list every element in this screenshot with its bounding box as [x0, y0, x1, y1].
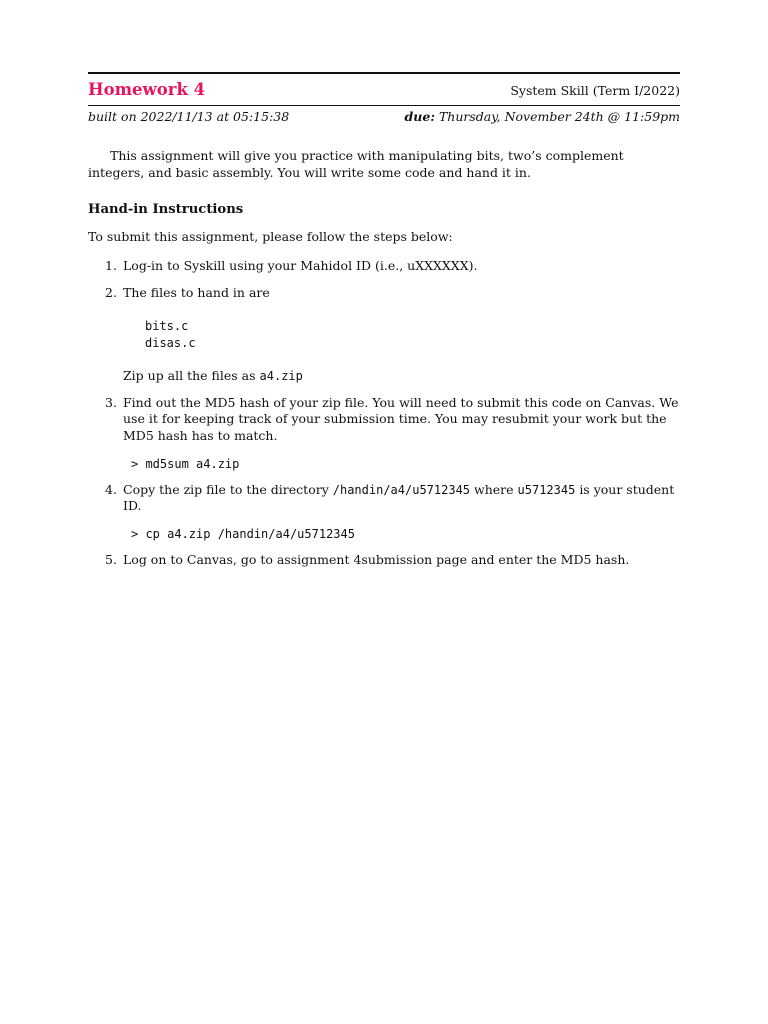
step-4 — [88, 482, 680, 542]
step-text: Log on to Canvas, go to assignment 4submission page and enter the MD5 hash. — [123, 551, 630, 567]
file-name: disas.c — [145, 335, 196, 350]
homework-title: Homework 4 — [88, 80, 206, 99]
handin-heading: Hand-in Instructions — [88, 202, 244, 217]
zip-filename: a4.zip — [259, 369, 303, 384]
handin-steps — [88, 258, 680, 568]
step-number: 2. — [105, 284, 117, 300]
step-number: 4. — [105, 481, 117, 497]
step-text: Find out the MD5 hash of your zip file. You will need to submit this code on Canvas. We use it for keeping track of your submission time. You may resubmit your work but the MD5 hash has to match. — [123, 394, 679, 443]
intro-paragraph: This assignment will give you practice with manipulating bits, two’s complement integers, and basic assembly. You will write some code and hand it in. — [88, 148, 624, 180]
zip-instruction — [123, 368, 680, 385]
handin-lead: To submit this assignment, please follow the steps below: — [88, 229, 453, 244]
copy-command: > cp a4.zip /handin/a4/u5712345 — [131, 526, 355, 541]
step-text-middle: where — [474, 481, 514, 497]
meta-row — [88, 106, 680, 128]
file-list — [145, 318, 680, 351]
due-value: Thursday, November 24th @ 11:59pm — [438, 109, 680, 124]
handin-directory: /handin/a4/u5712345 — [332, 482, 471, 497]
step-text-after: is your student ID. — [123, 481, 675, 514]
course-name: System Skill (Term I/2022) — [510, 83, 680, 98]
build-timestamp: built on 2022/11/13 at 05:15:38 — [88, 109, 290, 124]
header-row — [88, 74, 680, 105]
md5sum-command: > md5sum a4.zip — [131, 456, 240, 471]
document-page — [88, 72, 680, 578]
step-1 — [88, 258, 680, 275]
step-number: 3. — [105, 394, 117, 410]
zip-text: Zip up all the files as — [123, 368, 256, 384]
step-number: 5. — [105, 551, 117, 567]
step-text: The files to hand in are — [123, 284, 270, 300]
due-date — [405, 106, 680, 128]
step-3 — [88, 395, 680, 472]
step-text: Log-in to Syskill using your Mahidol ID (i.e., uXXXXXX). — [123, 258, 478, 273]
step-5 — [88, 552, 680, 569]
due-label: due: — [404, 109, 435, 124]
file-name: bits.c — [145, 319, 189, 334]
step-number: 1. — [105, 258, 117, 273]
student-id: u5712345 — [517, 482, 576, 497]
step-2 — [88, 285, 680, 385]
step-text-before: Copy the zip file to the directory — [123, 481, 329, 497]
